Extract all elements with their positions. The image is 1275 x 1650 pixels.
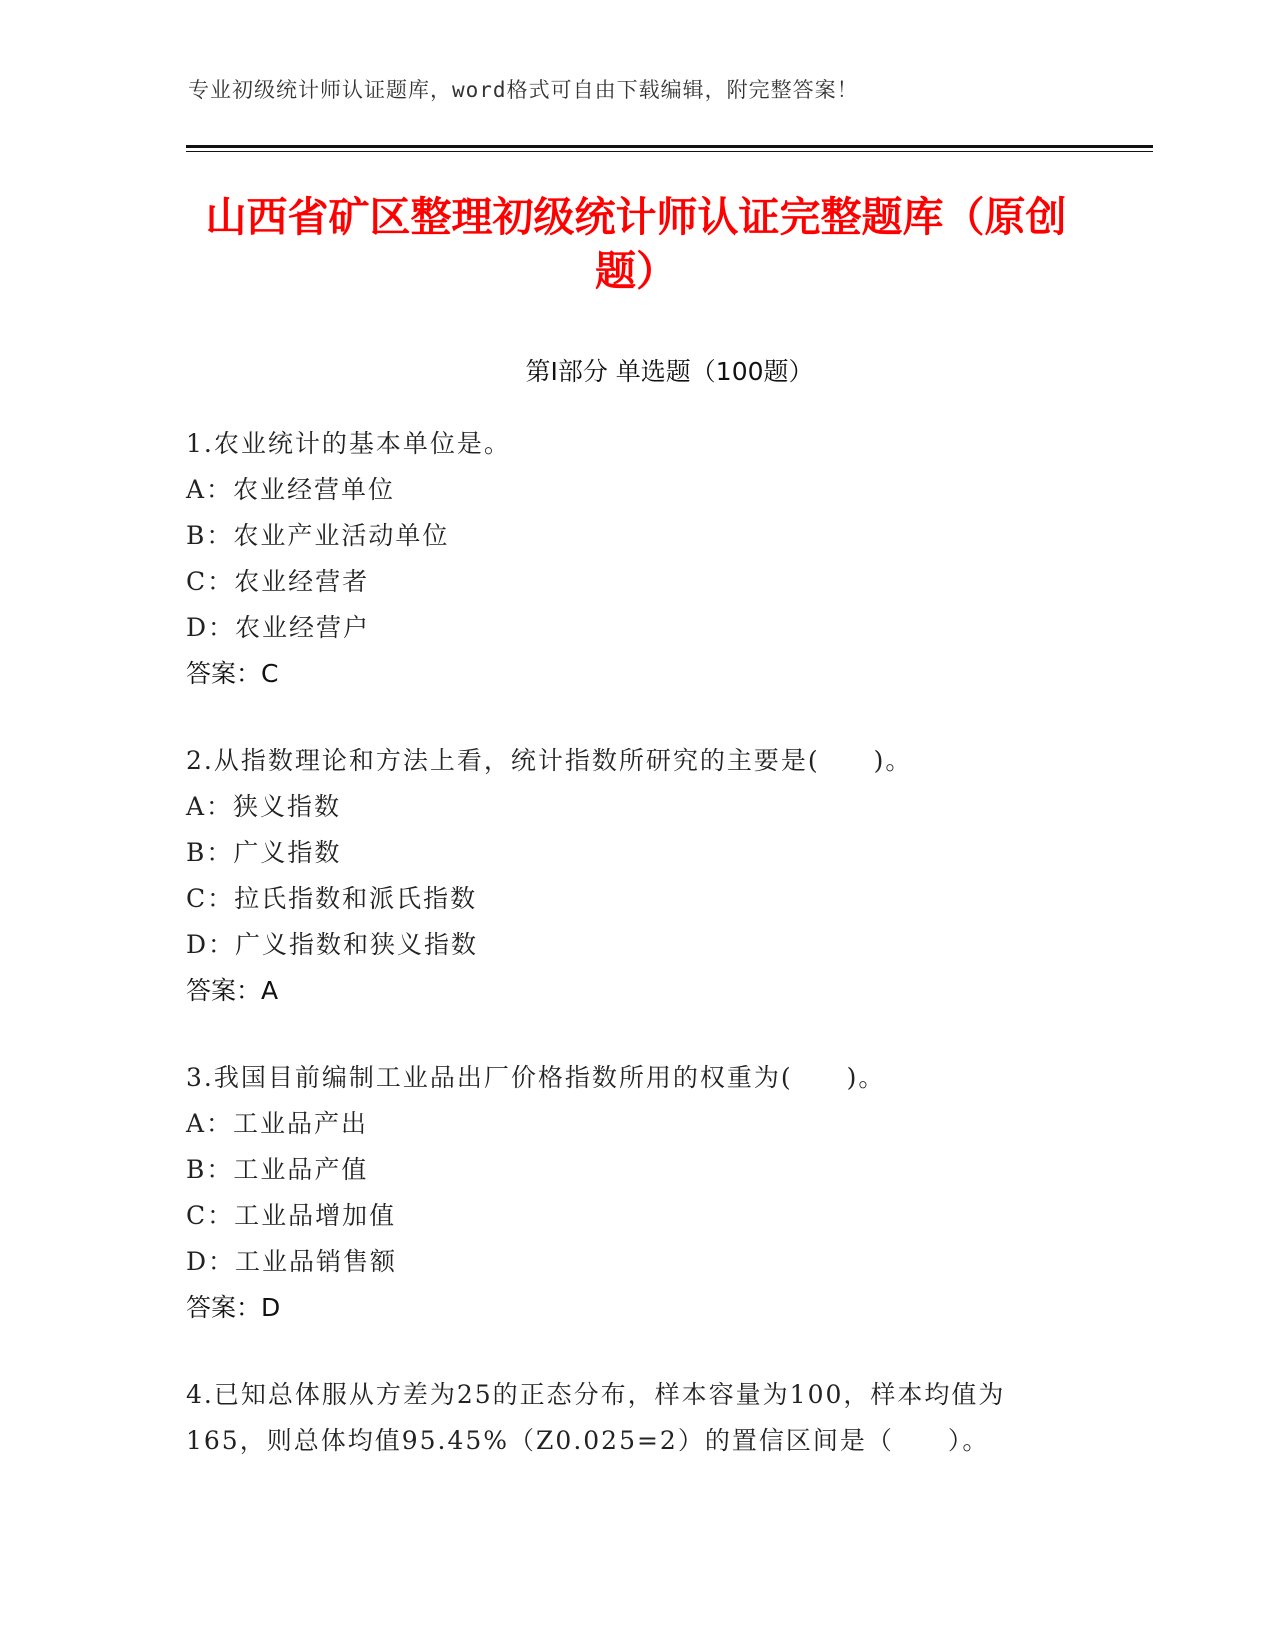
option-c: C：农业经营者 [186,567,370,596]
option-c: C：拉氏指数和派氏指数 [186,884,478,913]
answer: 答案：C [186,659,279,688]
option-a: A：狭义指数 [186,792,342,821]
header-divider-thin [186,151,1153,152]
question-4 [186,1372,1086,1464]
option-c: C：工业品增加值 [186,1201,397,1230]
question-2 [186,738,1086,1014]
question-stem: 3.我国目前编制工业品出厂价格指数所用的权重为( )。 [186,1063,886,1092]
option-b: B：广义指数 [186,838,342,867]
option-d: D：广义指数和狭义指数 [186,930,479,959]
option-d: D：工业品销售额 [186,1247,398,1276]
question-stem: 4.已知总体服从方差为25的正态分布，样本容量为100，样本均值为165，则总体均值95.45%（Z0.025=2）的置信区间是（ ）。 [186,1380,1006,1455]
question-1 [186,421,1086,697]
answer: 答案：A [186,976,279,1005]
option-d: D：农业经营户 [186,613,371,642]
option-b: B：工业品产值 [186,1155,369,1184]
question-stem: 2.从指数理论和方法上看，统计指数所研究的主要是( )。 [186,746,913,775]
answer: 答案：D [186,1293,281,1322]
question-stem: 1.农业统计的基本单位是。 [186,429,511,458]
header-divider-thick [186,145,1153,148]
header-note: 专业初级统计师认证题库，word格式可自由下载编辑，附完整答案！ [188,78,859,102]
section-title: 第I部分 单选题（100题） [525,357,814,386]
option-a: A：农业经营单位 [186,475,396,504]
option-b: B：农业产业活动单位 [186,521,450,550]
option-a: A：工业品产出 [186,1109,369,1138]
document-title: 山西省矿区整理初级统计师认证完整题库（原创题） [205,193,1067,295]
question-3 [186,1055,1086,1331]
